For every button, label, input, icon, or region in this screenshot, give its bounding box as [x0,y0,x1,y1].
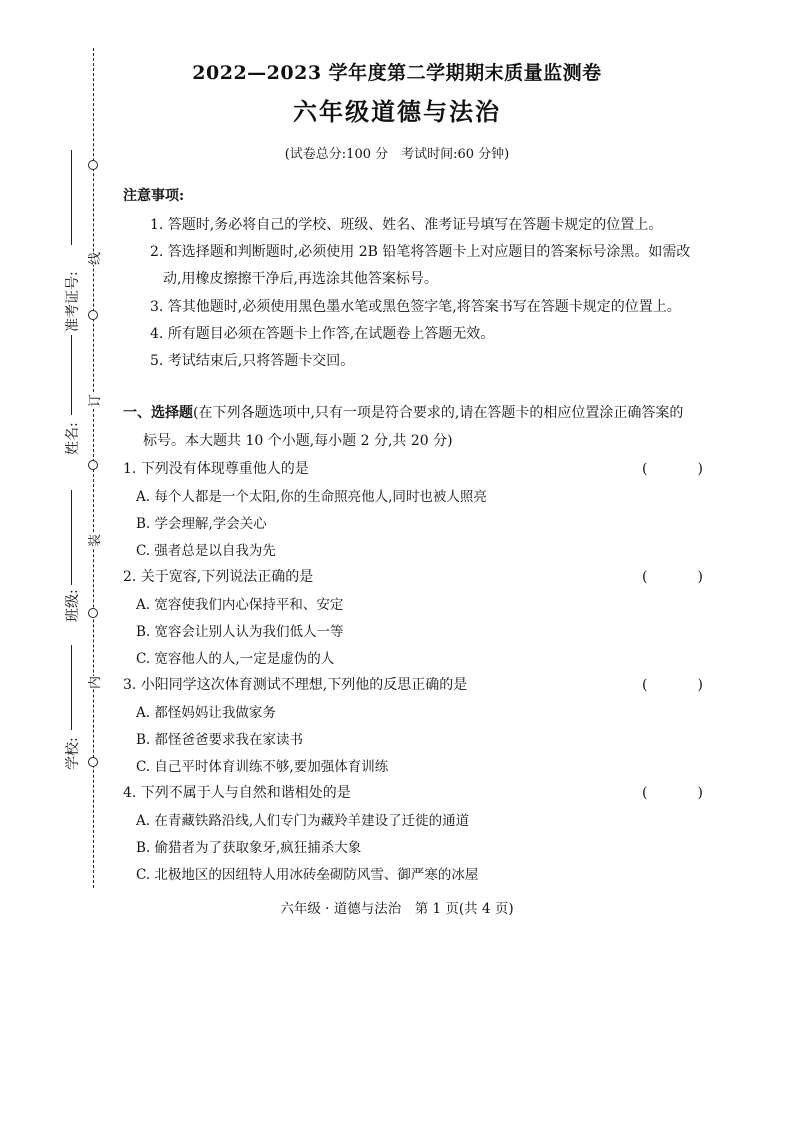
name-blank [71,335,72,415]
name-label: 姓名: [65,422,81,455]
school-blank [71,645,72,730]
admission-number-blank [71,150,72,245]
section-desc-continuation: 标号。本大题共 10 个小题,每小题 2 分,共 20 分) [143,433,453,449]
answer-paren: ( ) [642,677,721,693]
exam-info: (试卷总分:100 分 考试时间:60 分钟) [284,147,510,162]
note-item-continuation: 动,用橡皮擦擦干净后,再选涂其他答案标号。 [163,271,438,287]
question-option: C. 北极地区的因纽特人用冰砖垒砌防风雪、御严寒的冰屋 [136,867,479,883]
class-blank [71,490,72,585]
admission-number-label: 准考证号: [65,271,81,332]
seal-char-bind: 订 [83,394,104,407]
question-option: A. 每个人都是一个太阳,你的生命照亮他人,同时也被人照亮 [136,489,487,505]
binding-hole [88,310,98,320]
note-item: 2. 答选择题和判断题时,必须使用 2B 铅笔将答题卡上对应题目的答案标号涂黑。如需改 [150,244,691,260]
question-option: A. 宽容使我们内心保持平和、安定 [136,597,344,613]
question-option: B. 都怪爸爸要求我在家读书 [136,732,304,748]
question-option: A. 都怪妈妈让我做家务 [136,705,276,721]
school-label: 学校: [65,737,81,770]
note-item: 4. 所有题目必须在答题卡上作答,在试题卷上答题无效。 [150,326,495,342]
question-stem: 3. 小阳同学这次体育测试不理想,下列他的反思正确的是 [123,677,468,693]
note-item: 5. 考试结束后,只将答题卡交回。 [150,353,355,369]
exam-title: 2022—2023 学年度第二学期期末质量监测卷 [192,62,602,84]
question-stem: 2. 关于宽容,下列说法正确的是 [123,569,314,585]
question-stem: 1. 下列没有体现尊重他人的是 [123,461,309,477]
question-option: C. 自己平时体育训练不够,要加强体育训练 [136,759,389,775]
binding-hole [88,757,98,767]
section-desc: (在下列各题选项中,只有一项是符合要求的,请在答题卡的相应位置涂正确答案的 [193,405,684,421]
seal-char-line: 线 [83,252,104,265]
answer-paren: ( ) [642,461,721,477]
binding-hole [88,460,98,470]
question-stem: 4. 下列不属于人与自然和谐相处的是 [123,785,351,801]
question-option: B. 宽容会让别人认为我们低人一等 [136,624,344,640]
page-footer: 六年级 · 道德与法治 第 1 页(共 4 页) [280,901,514,917]
seal-char-pack: 装 [83,534,104,547]
note-item: 1. 答题时,务必将自己的学校、班级、姓名、准考证号填写在答题卡规定的位置上。 [150,217,663,233]
answer-paren: ( ) [642,569,721,585]
notes-heading: 注意事项: [123,188,185,204]
binding-hole [88,608,98,618]
binding-margin [0,0,110,1123]
question-option: A. 在青藏铁路沿线,人们专门为藏羚羊建设了迁徙的通道 [136,813,470,829]
section-heading [123,402,683,422]
question-option: C. 强者总是以自我为先 [136,543,276,559]
question-option: C. 宽容他人的人,一定是虚伪的人 [136,651,335,667]
subject-title: 六年级道德与法治 [293,97,501,126]
seal-char-inside: 内 [83,676,104,689]
section-title: 一、选择题 [123,405,193,421]
question-option: B. 偷猎者为了获取象牙,疯狂捕杀大象 [136,840,362,856]
class-label: 班级: [65,589,81,622]
answer-paren: ( ) [642,785,721,801]
question-option: B. 学会理解,学会关心 [136,516,267,532]
note-item: 3. 答其他题时,必须使用黑色墨水笔或黑色签字笔,将答案书写在答题卡规定的位置上。 [150,299,681,315]
